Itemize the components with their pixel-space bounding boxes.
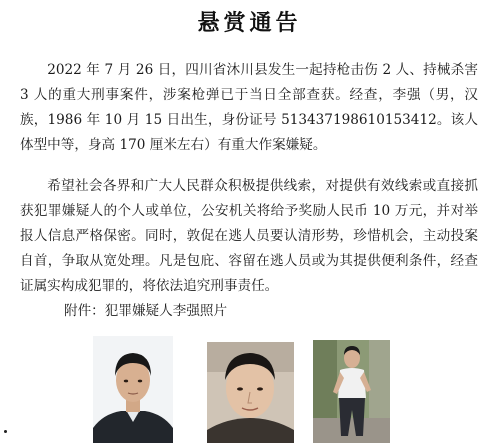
stray-dot	[4, 430, 7, 433]
case-paragraph: 2022 年 7 月 26 日，四川省沐川县发生一起持枪击伤 2 人、持械杀害 3 人的重大刑事案件，涉案枪弹已于当日全部查获。经查，李强（男，汉族，1986 年 10 月 15 日出生，身份证号 513437198610153412。该人体型中等，身高 170 厘米左右）有重大作案嫌疑。	[20, 62, 478, 153]
notice-body	[20, 58, 478, 324]
suspect-photos	[0, 332, 499, 443]
reward-paragraph: 希望社会各界和广大人民群众积极提供线索，对提供有效线索或直接抓获犯罪嫌疑人的个人或单位，公安机关将给予奖励人民币 10 万元，并对举报人信息严格保密。同时，敦促在逃人员要认清形势，珍惜机会，主动投案自首，争取从宽处理。凡是包庇、容留在逃人员或为其提供便利条件，经查证属实构成犯罪的，将依法追究刑事责任。	[20, 178, 478, 294]
suspect-photo-selfie	[207, 342, 294, 443]
notice-title: 悬赏通告	[197, 11, 302, 36]
suspect-photo-id	[93, 336, 173, 443]
suspect-photo-fullbody	[313, 340, 390, 443]
attachment-caption: 附件：犯罪嫌疑人李强照片	[64, 303, 228, 319]
